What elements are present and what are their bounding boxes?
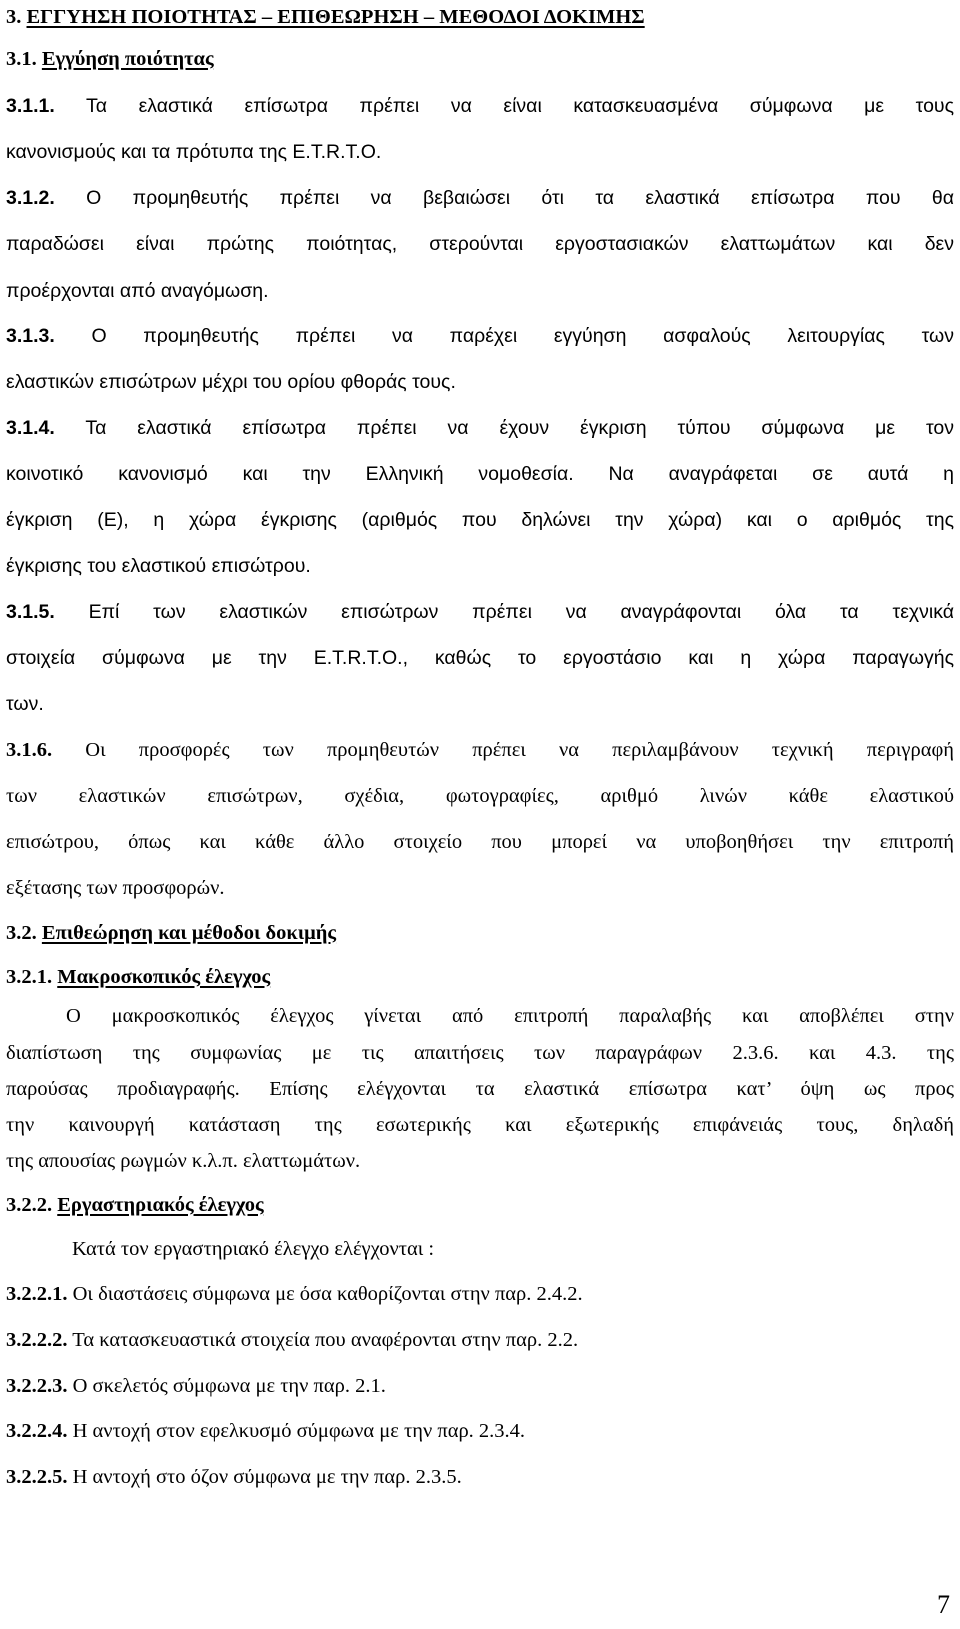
paragraph-3-2-1-line-1: Ο μακροσκοπικός έλεγχος γίνεται από επιτροπή παραλαβής και αποβλέπει στην: [66, 1005, 954, 1027]
paragraph-text: Επί των ελαστικών επισώτρων πρέπει να αναγράφονται όλα τα τεχνικά: [88, 601, 954, 623]
subsection-number: 3.2.2.: [6, 1194, 53, 1216]
paragraph-3-2-1-line-3: παρούσας προδιαγραφής. Επίσης ελέγχονται τα ελαστικά επίσωτρα κατ’ όψη ως προς: [6, 1078, 954, 1100]
heading-title: ΕΓΓΥΗΣΗ ΠΟΙΟΤΗΤΑΣ – ΕΠΙΘΕΩΡΗΣΗ – ΜΕΘΟΔΟΙ ΔΟΚΙΜΗΣ: [26, 6, 645, 28]
paragraph-text: Οι προσφορές των προμηθευτών πρέπει να περιλαμβάνουν τεχνική περιγραφή: [85, 739, 954, 761]
paragraph-3-1-6-line-3: επισώτρου, όπως και κάθε άλλο στοιχείο που μπορεί να υποβοηθήσει την επιτροπή: [6, 831, 954, 853]
subsection-3-2-1: [6, 964, 954, 990]
paragraph-3-1-2-line-3: προέρχονται από αναγόμωση.: [6, 280, 269, 302]
paragraph-number: 3.1.5.: [6, 601, 55, 623]
paragraph-3-1-6-line-2: των ελαστικών επισώτρων, σχέδια, φωτογραφίες, αριθμό λινών κάθε ελαστικού: [6, 785, 954, 807]
paragraph-3-2-1-line-5: της απουσίας ρωγμών κ.λ.π. ελαττωμάτων.: [6, 1150, 361, 1172]
subsection-3-2: [6, 920, 954, 946]
paragraph-3-1-2-line-2: παραδώσει είναι πρώτης ποιότητας, στερούνται εργοστασιακών ελαττωμάτων και δεν: [6, 233, 954, 255]
paragraph-3-2-2-intro: Κατά τον εργαστηριακό έλεγχο ελέγχονται :: [72, 1238, 435, 1260]
list-item: [6, 1464, 954, 1490]
paragraph-number: 3.1.2.: [6, 187, 55, 209]
page-number: 7: [937, 1590, 950, 1619]
paragraph-3-1-4-line-2: κοινοτικό κανονισμό και την Ελληνική νομοθεσία. Να αναγράφεται σε αυτά η: [6, 463, 954, 485]
item-text: Οι διαστάσεις σύμφωνα με όσα καθορίζονται στην παρ. 2.4.2.: [72, 1283, 583, 1305]
paragraph-3-1-1-line-1: [6, 93, 954, 119]
heading-number: 3.: [6, 6, 22, 28]
paragraph-3-1-4-line-1: [6, 415, 954, 441]
paragraph-3-1-1-line-2: κανονισμούς και τα πρότυπα της Ε.Τ.R.T.O.: [6, 141, 382, 163]
paragraph-3-2-1-line-2: διαπίστωση της συμφωνίας με τις απαιτήσεις των παραγράφων 2.3.6. και 4.3. της: [6, 1042, 954, 1064]
paragraph-3-2-1-line-4: την καινουργή κατάσταση της εσωτερικής και εξωτερικής επιφάνειάς τους, δηλαδή: [6, 1114, 954, 1136]
item-number: 3.2.2.3.: [6, 1375, 68, 1397]
paragraph-3-1-5-line-3: των.: [6, 693, 44, 715]
section-heading: [6, 4, 954, 30]
subsection-title: Εγγύηση ποιότητας: [41, 48, 214, 70]
paragraph-number: 3.1.3.: [6, 325, 55, 347]
item-text: Ο σκελετός σύμφωνα με την παρ. 2.1.: [72, 1375, 386, 1397]
paragraph-text: Ο προμηθευτής πρέπει να βεβαιώσει ότι τα ελαστικά επίσωτρα που θα: [86, 187, 954, 209]
item-text: Τα κατασκευαστικά στοιχεία που αναφέρονται στην παρ. 2.2.: [72, 1329, 579, 1351]
paragraph-number: 3.1.6.: [6, 739, 53, 761]
paragraph-number: 3.1.4.: [6, 417, 55, 439]
item-text: Η αντοχή στο όζον σύμφωνα με την παρ. 2.3.5.: [72, 1466, 462, 1488]
paragraph-3-1-4-line-3: έγκριση (Ε), η χώρα έγκρισης (αριθμός που δηλώνει την χώρα) και ο αριθμός της: [6, 509, 954, 531]
item-number: 3.2.2.4.: [6, 1420, 68, 1442]
paragraph-3-1-6-line-1: [6, 737, 954, 763]
subsection-number: 3.2.1.: [6, 966, 53, 988]
subsection-3-2-2: [6, 1192, 954, 1218]
subsection-title: Μακροσκοπικός έλεγχος: [57, 966, 271, 988]
paragraph-text: Ο προμηθευτής πρέπει να παρέχει εγγύηση ασφαλούς λειτουργίας των: [91, 325, 954, 347]
paragraph-3-1-3-line-2: ελαστικών επισώτρων μέχρι του ορίου φθοράς τους.: [6, 371, 456, 393]
list-item: [6, 1327, 954, 1353]
paragraph-3-1-2-line-1: [6, 185, 954, 211]
paragraph-3-1-3-line-1: [6, 323, 954, 349]
paragraph-3-1-5-line-2: στοιχεία σύμφωνα με την Ε.Τ.R.T.O., καθώς το εργοστάσιο και η χώρα παραγωγής: [6, 647, 954, 669]
paragraph-3-1-4-line-4: έγκρισης του ελαστικού επισώτρου.: [6, 555, 311, 577]
paragraph-number: 3.1.1.: [6, 95, 55, 117]
paragraph-3-1-5-line-1: [6, 599, 954, 625]
subsection-number: 3.1.: [6, 48, 37, 70]
list-item: [6, 1418, 954, 1444]
paragraph-text: Τα ελαστικά επίσωτρα πρέπει να έχουν έγκριση τύπου σύμφωνα με τον: [85, 417, 954, 439]
list-item: [6, 1281, 954, 1307]
item-number: 3.2.2.2.: [6, 1329, 68, 1351]
paragraph-text: Τα ελαστικά επίσωτρα πρέπει να είναι κατασκευασμένα σύμφωνα με τους: [86, 95, 954, 117]
item-number: 3.2.2.5.: [6, 1466, 68, 1488]
item-number: 3.2.2.1.: [6, 1283, 68, 1305]
list-item: [6, 1373, 954, 1399]
subsection-number: 3.2.: [6, 922, 37, 944]
subsection-title: Επιθεώρηση και μέθοδοι δοκιμής: [41, 922, 337, 944]
subsection-3-1: [6, 46, 954, 72]
item-text: Η αντοχή στον εφελκυσμό σύμφωνα με την παρ. 2.3.4.: [72, 1420, 526, 1442]
subsection-title: Εργαστηριακός έλεγχος: [57, 1194, 264, 1216]
paragraph-3-1-6-line-4: εξέτασης των προσφορών.: [6, 877, 225, 899]
